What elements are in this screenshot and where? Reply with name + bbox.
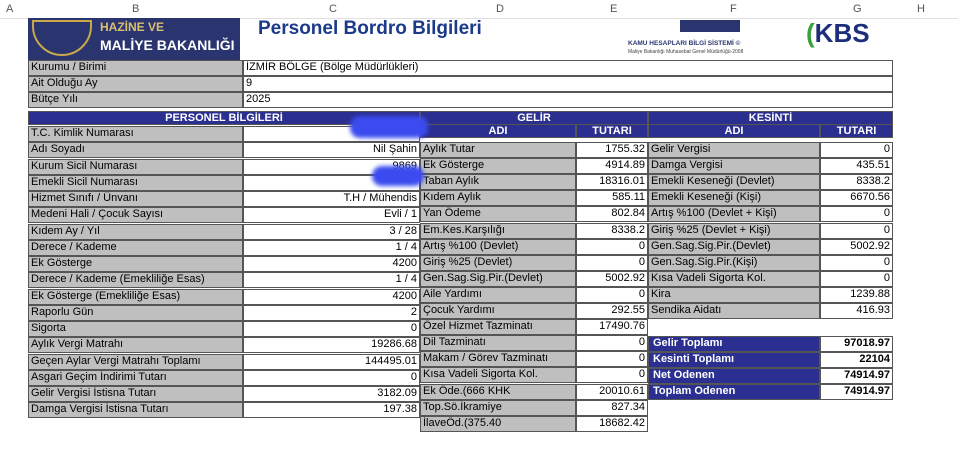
redaction-blur <box>372 166 424 186</box>
kesinti-value[interactable]: 0 <box>820 255 893 271</box>
total-value[interactable]: 74914.97 <box>820 368 893 384</box>
gelir-value[interactable]: 292.55 <box>576 303 648 319</box>
kamu-line1: KAMU HESAPLARI BİLGİ SİSTEMİ © <box>628 40 741 47</box>
personel-value[interactable]: 197.38 <box>243 402 420 418</box>
gelir-value[interactable]: 802.84 <box>576 206 648 222</box>
column-header-row <box>0 0 958 19</box>
personel-value[interactable]: 3 / 28 <box>243 224 420 240</box>
column-header-b[interactable]: B <box>132 3 140 15</box>
column-header-e[interactable]: E <box>610 3 618 15</box>
personel-label[interactable]: Raporlu Gün <box>28 305 243 321</box>
gelir-value[interactable]: 17490.76 <box>576 319 648 335</box>
total-value[interactable]: 22104 <box>820 352 893 368</box>
personel-label[interactable]: Kıdem Ay / Yıl <box>28 224 243 240</box>
total-label[interactable]: Net Odenen <box>648 368 820 384</box>
info-value[interactable]: İZMİR BÖLGE (Bölge Müdürlükleri) <box>243 60 893 76</box>
gelir-adi-header[interactable]: ADI <box>420 124 576 138</box>
personel-value[interactable]: 19286.68 <box>243 337 420 353</box>
kesinti-value[interactable]: 5002.92 <box>820 239 893 255</box>
column-header-d[interactable]: D <box>496 3 504 15</box>
personel-value[interactable]: 1 / 4 <box>243 240 420 256</box>
personel-label[interactable]: Ek Gösterge (Emekliliğe Esas) <box>28 289 243 305</box>
kamu-line2: Maliye Bakanlığı Muhasebat Genel Müdürlüğü-2008 <box>628 49 744 55</box>
logo-line2: MALİYE BAKANLIĞI <box>100 37 235 53</box>
kesinti-label[interactable]: Emekli Keseneği (Kişi) <box>648 190 820 206</box>
gelir-label[interactable]: İlaveÖd.(375.40 <box>420 416 576 432</box>
gelir-value[interactable]: 0 <box>576 351 648 367</box>
gelir-label[interactable]: Kısa Vadeli Sigorta Kol. <box>420 367 576 383</box>
section-gelir-header[interactable]: GELİR <box>420 111 648 125</box>
kesinti-label[interactable]: Artış %100 (Devlet + Kişi) <box>648 206 820 222</box>
kesinti-value[interactable]: 6670.56 <box>820 190 893 206</box>
total-value[interactable]: 74914.97 <box>820 384 893 400</box>
gelir-value[interactable]: 18682.42 <box>576 416 648 432</box>
personel-label[interactable]: Gelir Vergisi İstisna Tutarı <box>28 386 243 402</box>
info-label[interactable]: Kurumu / Birimi <box>28 60 243 76</box>
personel-value[interactable]: 0 <box>243 370 420 386</box>
gelir-value[interactable]: 8338.2 <box>576 223 648 239</box>
personel-label[interactable]: Derece / Kademe (Emekliliğe Esas) <box>28 272 243 288</box>
kesinti-label[interactable]: Sendika Aidatı <box>648 303 820 319</box>
redaction-blur <box>350 116 428 138</box>
gelir-value[interactable]: 4914.89 <box>576 158 648 174</box>
gelir-label[interactable]: Gen.Sag.Sig.Pir.(Devlet) <box>420 271 576 287</box>
gelir-value[interactable]: 5002.92 <box>576 271 648 287</box>
gelir-value[interactable]: 585.11 <box>576 190 648 206</box>
gelir-label[interactable]: Ek Öde.(666 KHK <box>420 384 576 400</box>
gelir-value[interactable]: 0 <box>576 287 648 303</box>
kesinti-value[interactable]: 0 <box>820 206 893 222</box>
gelir-value[interactable]: 0 <box>576 239 648 255</box>
gelir-label[interactable]: Özel Hizmet Tazminatı <box>420 319 576 335</box>
kesinti-label[interactable]: Gen.Sag.Sig.Pir.(Kişi) <box>648 255 820 271</box>
personel-value[interactable]: T.H / Mühendis <box>243 191 420 207</box>
gelir-label[interactable]: Artış %100 (Devlet) <box>420 239 576 255</box>
section-personel-header[interactable]: PERSONEL BİLGİLERİ <box>28 111 420 125</box>
kbs-logo <box>806 18 870 49</box>
ministry-logo <box>28 18 240 60</box>
kesinti-adi-header[interactable]: ADI <box>648 124 820 138</box>
gelir-label[interactable]: Kıdem Aylık <box>420 190 576 206</box>
kamu-logo <box>628 20 794 54</box>
kbs-text: KBS <box>814 18 870 48</box>
kesinti-label[interactable]: Emekli Keseneği (Devlet) <box>648 174 820 190</box>
column-header-f[interactable]: F <box>730 3 737 15</box>
gelir-label[interactable]: Top.Sö.İkramiye <box>420 400 576 416</box>
gelir-label[interactable]: Ek Gösterge <box>420 158 576 174</box>
gelir-label[interactable]: Dil Tazminatı <box>420 335 576 351</box>
gelir-label[interactable]: Em.Kes.Karşılığı <box>420 223 576 239</box>
gelir-label[interactable]: Makam / Görev Tazminatı <box>420 351 576 367</box>
personel-value[interactable]: 1 / 4 <box>243 272 420 288</box>
gelir-value[interactable]: 20010.61 <box>576 384 648 400</box>
kesinti-value[interactable]: 8338.2 <box>820 174 893 190</box>
personel-label[interactable]: Sigorta <box>28 321 243 337</box>
personel-label[interactable]: Ek Gösterge <box>28 256 243 272</box>
kesinti-value[interactable]: 0 <box>820 142 893 158</box>
personel-value[interactable]: 2 <box>243 305 420 321</box>
gelir-label[interactable]: Giriş %25 (Devlet) <box>420 255 576 271</box>
personel-label[interactable]: Damga Vergisi İstisna Tutarı <box>28 402 243 418</box>
kesinti-label[interactable]: Giriş %25 (Devlet + Kişi) <box>648 223 820 239</box>
info-value[interactable]: 2025 <box>243 92 893 108</box>
personel-value[interactable]: 144495.01 <box>243 354 420 370</box>
personel-label[interactable]: Medeni Hali / Çocuk Sayısı <box>28 207 243 223</box>
column-header-g[interactable]: G <box>853 3 862 15</box>
personel-value[interactable]: 4200 <box>243 256 420 272</box>
kesinti-label[interactable]: Kısa Vadeli Sigorta Kol. <box>648 271 820 287</box>
column-header-c[interactable]: C <box>329 3 337 15</box>
logo-line1: HAZİNE VE <box>100 20 165 34</box>
personel-value[interactable]: Nil Şahin <box>243 142 420 158</box>
kesinti-value[interactable]: 0 <box>820 223 893 239</box>
gelir-value[interactable]: 18316.01 <box>576 174 648 190</box>
kbs-mark-icon: ( <box>806 18 815 48</box>
personel-label[interactable]: Derece / Kademe <box>28 240 243 256</box>
total-value[interactable]: 97018.97 <box>820 336 893 352</box>
kesinti-value[interactable]: 0 <box>820 271 893 287</box>
page-title: Personel Bordro Bilgileri <box>258 18 482 39</box>
info-value[interactable]: 9 <box>243 76 893 92</box>
personel-label[interactable]: Kurum Sicil Numarası <box>28 159 243 175</box>
total-label[interactable]: Gelir Toplamı <box>648 336 820 352</box>
info-label[interactable]: Bütçe Yılı <box>28 92 243 108</box>
section-kesinti-header[interactable]: KESİNTİ <box>648 111 893 125</box>
personel-label[interactable]: Geçen Aylar Vergi Matrahı Toplamı <box>28 354 243 370</box>
gelir-label[interactable]: Çocuk Yardımı <box>420 303 576 319</box>
gelir-value[interactable]: 0 <box>576 335 648 351</box>
column-header-h[interactable]: H <box>917 3 925 15</box>
personel-label[interactable]: Asgari Geçim İndirimi Tutarı <box>28 370 243 386</box>
gelir-label[interactable]: Aile Yardımı <box>420 287 576 303</box>
personel-value[interactable]: Evli / 1 <box>243 207 420 223</box>
personel-label[interactable]: Hizmet Sınıfı / Ünvanı <box>28 191 243 207</box>
kamu-logo-icon <box>680 20 740 32</box>
kesinti-label[interactable]: Damga Vergisi <box>648 158 820 174</box>
gelir-value[interactable]: 827.34 <box>576 400 648 416</box>
gelir-value[interactable]: 0 <box>576 367 648 383</box>
personel-label[interactable]: Emekli Sicil Numarası <box>28 175 243 191</box>
total-label[interactable]: Toplam Odenen <box>648 384 820 400</box>
personel-value[interactable]: 3182.09 <box>243 386 420 402</box>
kesinti-label[interactable]: Kira <box>648 287 820 303</box>
personel-label[interactable]: Adı Soyadı <box>28 142 243 158</box>
personel-value[interactable]: 4200 <box>243 289 420 305</box>
personel-label[interactable]: T.C. Kimlik Numarası <box>28 126 243 142</box>
ministry-emblem-icon <box>32 20 92 56</box>
total-label[interactable]: Kesinti Toplamı <box>648 352 820 368</box>
kesinti-tutari-header[interactable]: TUTARI <box>820 124 893 138</box>
gelir-value[interactable]: 0 <box>576 255 648 271</box>
kesinti-value[interactable]: 435.51 <box>820 158 893 174</box>
gelir-label[interactable]: Taban Aylık <box>420 174 576 190</box>
kesinti-label[interactable]: Gen.Sag.Sig.Pir.(Devlet) <box>648 239 820 255</box>
gelir-tutari-header[interactable]: TUTARI <box>576 124 648 138</box>
gelir-label[interactable]: Yan Ödeme <box>420 206 576 222</box>
personel-label[interactable]: Aylık Vergi Matrahı <box>28 337 243 353</box>
kesinti-value[interactable]: 416.93 <box>820 303 893 319</box>
gelir-label[interactable]: Aylık Tutar <box>420 142 576 158</box>
kesinti-value[interactable]: 1239.88 <box>820 287 893 303</box>
personel-value[interactable]: 0 <box>243 321 420 337</box>
kesinti-label[interactable]: Gelir Vergisi <box>648 142 820 158</box>
column-header-a[interactable]: A <box>6 3 14 15</box>
info-label[interactable]: Ait Olduğu Ay <box>28 76 243 92</box>
gelir-value[interactable]: 1755.32 <box>576 142 648 158</box>
